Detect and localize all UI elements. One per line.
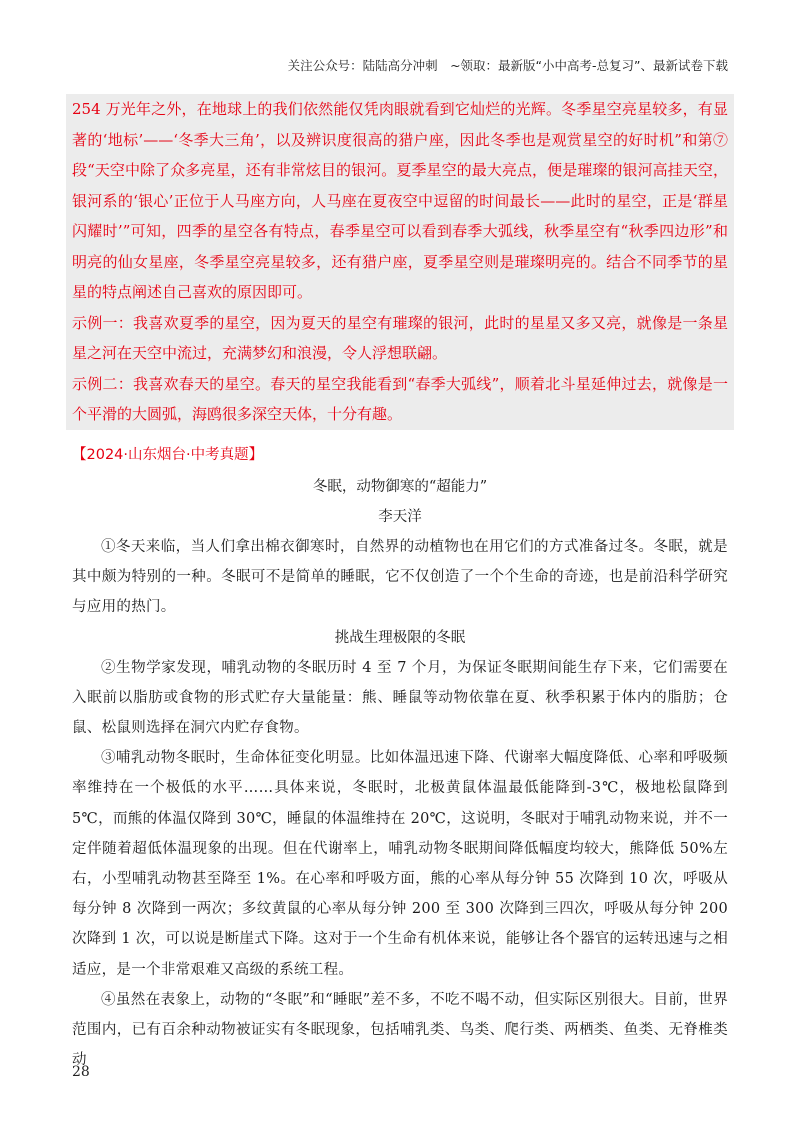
article-paragraph-4: ④虽然在表象上，动物的“冬眠”和“睡眠”差不多，不吃不喝不动，但实际区别很大。目前，世界范围内，已有百余种动物被证实有冬眠现象，包括哺乳类、鸟类、爬行类、两栖类、鱼类、无脊椎类动: [72, 991, 728, 1069]
article-paragraph-1: ①冬天来临，当人们拿出棉衣御寒时，自然界的动植物也在用它们的方式准备过冬。冬眠，就是其中颇为特别的一种。冬眠可不是简单的睡眠，它不仅创造了一个个生命的奇迹，也是前沿科学研究与应用的热门。: [72, 539, 728, 616]
article: [72, 470, 728, 1075]
article-subheading: 挑战生理极限的冬眠: [334, 629, 466, 646]
example-one: 示例一：我喜欢夏季的星空，因为夏天的星空有璀璨的银河，此时的星星又多又亮，就像是一条星星之河在天空中流过，充满梦幻和浪漫，令人浮想联翩。: [72, 313, 728, 362]
example-two: 示例二：我喜欢春天的星空。春天的星空我能看到“春季大弧线”，顺着北斗星延伸过去，就像是一个平滑的大圆弧，海鸥很多深空天体，十分有趣。: [72, 374, 728, 423]
source-tag: 【2024·山东烟台·中考真题】: [72, 447, 264, 463]
page-header: 关注公众号：陆陆高分冲刺 ~领取：最新版“小中高考-总复习”、最新试卷下载: [287, 58, 728, 73]
page-number: 28: [72, 1064, 90, 1080]
article-title: 冬眠，动物御寒的“超能力”: [312, 479, 488, 495]
answer-analysis-box: [66, 94, 734, 430]
article-paragraph-3: ③哺乳动物冬眠时，生命体征变化明显。比如体温迅速下降、代谢率大幅度降低、心率和呼吸频率维持在一个极低的水平……具体来说，冬眠时，北极黄鼠体温最低能降到-3℃，极地松鼠降到 5℃，而熊的体温仅降到 30℃，睡鼠的体温维持在 20℃，这说明，冬眠对于哺乳动物来说，并不一定伴随着超低体温现象的出现。但在代谢率上，哺乳动物冬眠期间降低幅度均较大，熊降低 50%左右，小型哺乳动物甚至降至 1%。在心率和呼吸方面，熊的心率从每分钟 55 次降到 10 次，呼吸从每分钟 8 次降到一两次；多纹黄鼠的心率从每分钟 200 至 300 次降到三四次，呼吸从每分钟 200 次降到 1 次，可以说是断崖式下降。这对于一个生命有机体来说，能够让各个器官的运转迅速与之相适应，是一个非常艰难又高级的系统工程。: [72, 750, 728, 978]
answer-paragraph: 254 万光年之外，在地球上的我们依然能仅凭肉眼就看到它灿烂的光辉。冬季星空亮星较多，有显著的‘地标’——‘冬季大三角’，以及辨识度很高的猎户座，因此冬季也是观赏星空的好时机”和第⑦段“天空中除了众多亮星，还有非常炫目的银河。夏季星空的最大亮点，便是璀璨的银河高挂天空，银河系的‘银心’正位于人马座方向，人马座在夏夜空中逗留的时间最长——此时的星空，正是‘群星闪耀时’”可知，四季的星空各有特点，春季星空可以看到春季大弧线，秋季星空有“秋季四边形”和明亮的仙女星座，冬季星空亮星较多，还有猎户座，夏季星空则是璀璨明亮的。结合不同季节的星星的特点阐述自己喜欢的原因即可。: [72, 100, 728, 301]
article-author: 李天洋: [378, 509, 422, 525]
article-paragraph-2: ②生物学家发现，哺乳动物的冬眠历时 4 至 7 个月，为保证冬眠期间能生存下来，它们需要在入眠前以脂肪或食物的形式贮存大量能量：熊、睡鼠等动物依靠在夏、秋季积累于体内的脂肪；仓鼠、松鼠则选择在洞穴内贮存食物。: [72, 659, 728, 737]
